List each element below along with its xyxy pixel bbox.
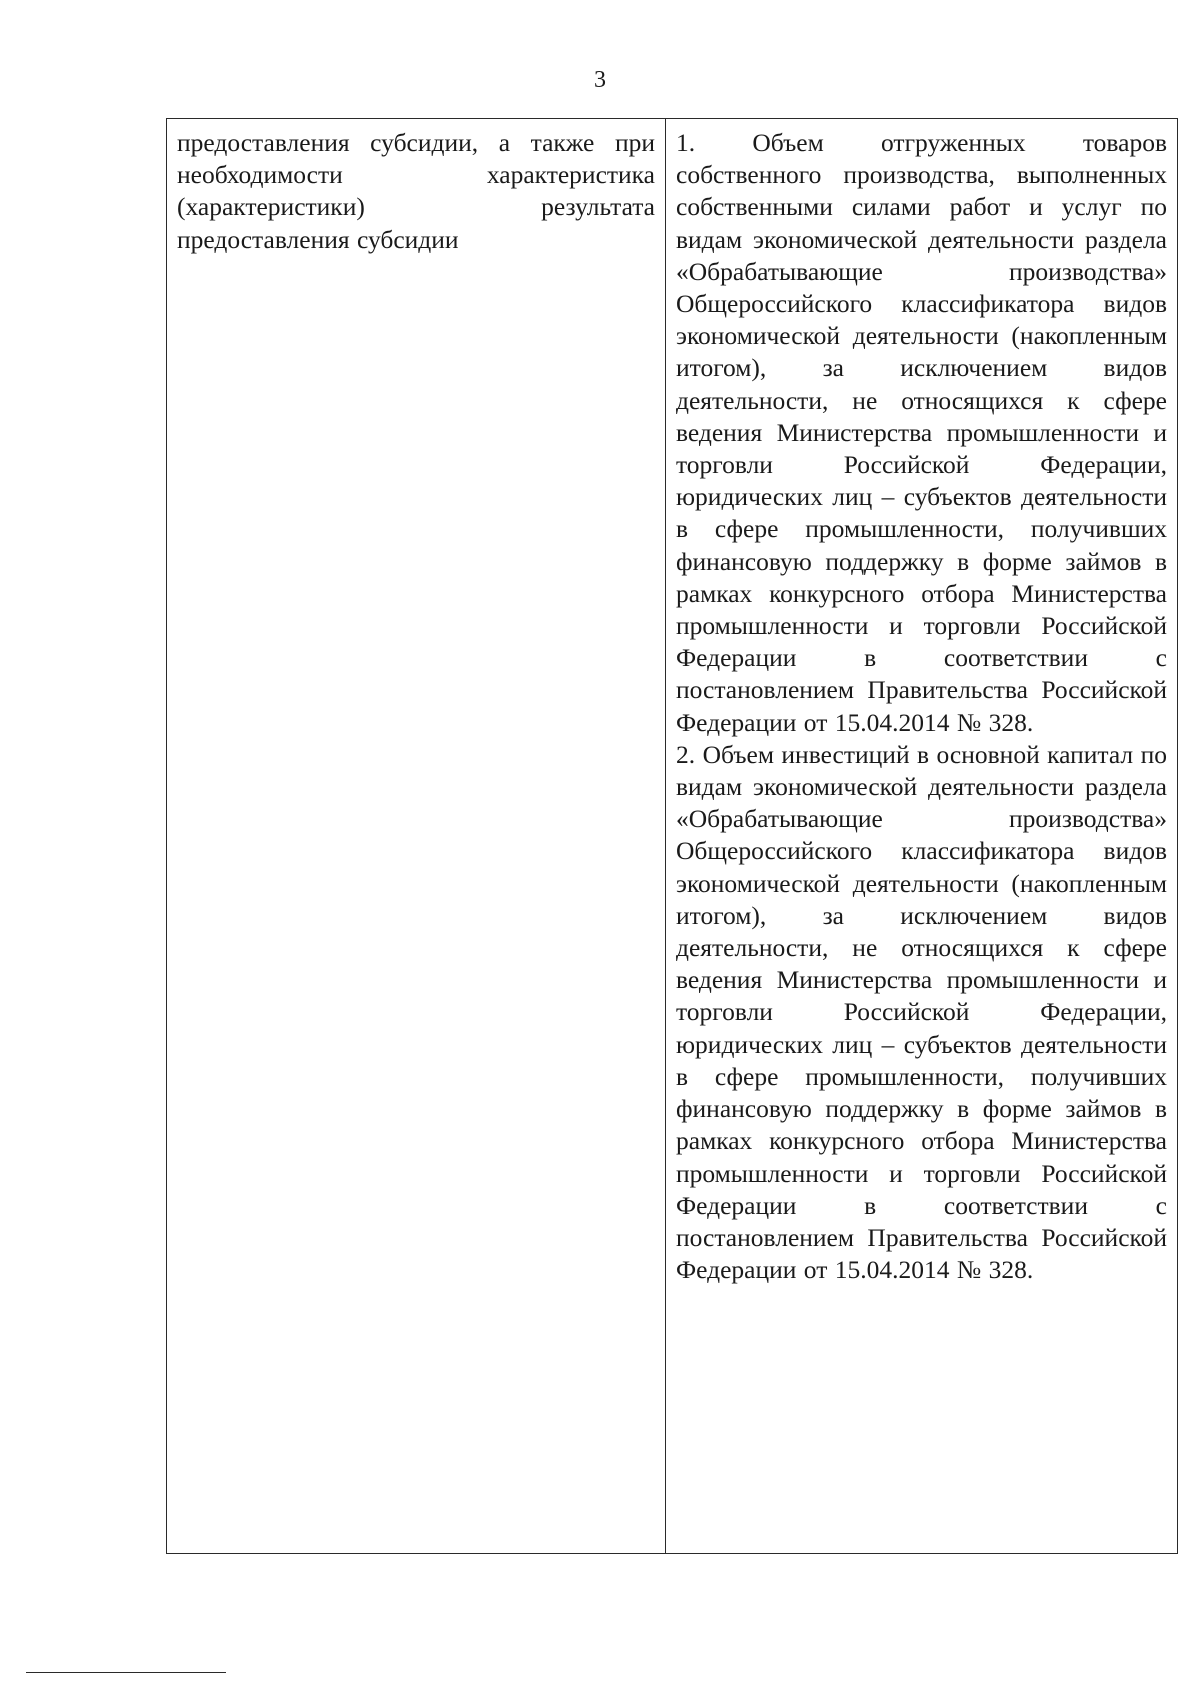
footnote-separator xyxy=(26,1672,226,1673)
page-number: 3 xyxy=(594,67,606,93)
table-cell-left xyxy=(167,119,666,1554)
table-cell-right xyxy=(666,119,1178,1554)
result-item-2: 2. Объем инвестиций в основной капитал по видам экономической деятельности раздела «Обрабатывающие производства» Общероссийского классификатора видов экономической деятельности (накопленным итогом), за исключением видов деятельности, не относящихся к сфере ведения Министерства промышленности и торговли Российской Федерации, юридических лиц – субъектов деятельности в сфере промышленности, получивших финансовую поддержку в форме займов в рамках конкурсного отбора Министерства промышленности и торговли Российской Федерации в соответствии с постановлением Правительства Российской Федерации от 15.04.2014 № 328. xyxy=(676,739,1167,1285)
result-item-1: 1. Объем отгруженных товаров собственного производства, выполненных собственными силами работ и услуг по видам экономической деятельности раздела «Обрабатывающие производства» Общероссийского классификатора видов экономической деятельности (накопленным итогом), за исключением видов деятельности, не относящихся к сфере ведения Министерства промышленности и торговли Российской Федерации, юридических лиц – субъектов деятельности в сфере промышленности, получивших финансовую поддержку в форме займов в рамках конкурсного отбора Министерства промышленности и торговли Российской Федерации в соответствии с постановлением Правительства Российской Федерации от 15.04.2014 № 328. xyxy=(676,128,1167,737)
results-table xyxy=(166,118,1178,1554)
table-row xyxy=(167,119,1178,1554)
left-cell-text: предоставления субсидии, а также при необходимости характеристика (характеристики) результата предоставления субсидии xyxy=(177,128,655,254)
